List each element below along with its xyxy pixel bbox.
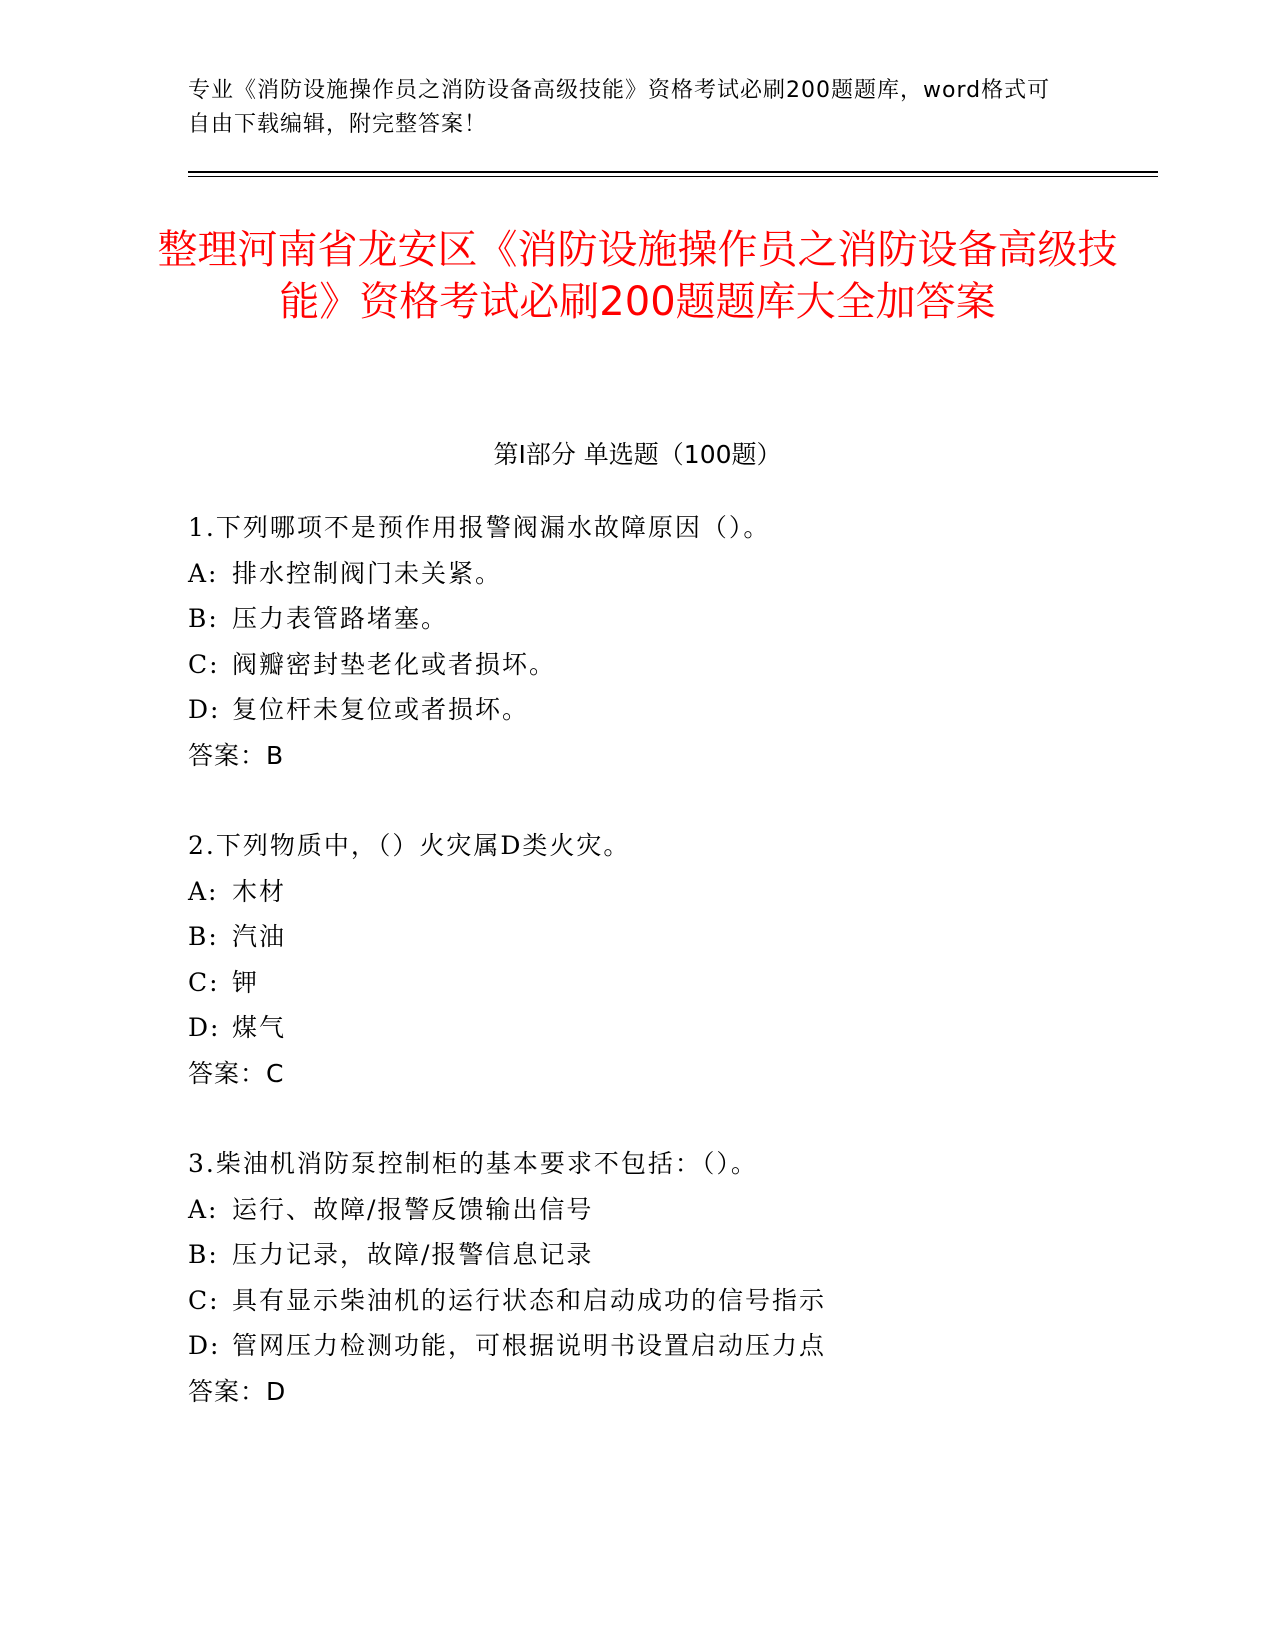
option-d (188, 1005, 1188, 1051)
option-letter: C: (188, 649, 220, 679)
option-letter: A: (188, 876, 219, 906)
question-3 (188, 1141, 1188, 1414)
document-title: 整理河南省龙安区《消防设施操作员之消防设备高级技能》资格考试必刷200题题库大全加答案 (157, 227, 1118, 325)
question-stem: 3.柴油机消防泵控制柜的基本要求不包括：（）。 (188, 1149, 758, 1178)
option-text: 复位杆未复位或者损坏。 (232, 695, 530, 724)
option-c (188, 960, 1188, 1006)
header-note: 专业《消防设施操作员之消防设备高级技能》资格考试必刷200题题库，word格式可自由下载编辑，附完整答案！ (188, 78, 1051, 137)
answer: 答案：C (188, 1058, 285, 1088)
option-letter: D: (188, 1331, 221, 1360)
option-c (188, 1278, 1188, 1324)
answer: 答案：B (188, 740, 285, 770)
option-text: 汽油 (232, 922, 287, 951)
option-a (188, 1187, 1188, 1233)
question-1 (188, 505, 1188, 778)
option-b (188, 914, 1188, 960)
option-text: 压力表管路堵塞。 (232, 604, 449, 633)
section-heading: 第Ⅰ部分 单选题（100题） (493, 440, 782, 469)
question-stem: 2.下列物质中，（）火灾属D类火灾。 (188, 831, 631, 860)
option-letter: A: (188, 1194, 219, 1224)
question-2 (188, 823, 1188, 1096)
option-text: 排水控制阀门未关紧。 (232, 558, 503, 588)
option-text: 木材 (232, 876, 287, 906)
option-b (188, 1232, 1188, 1278)
answer: 答案：D (188, 1376, 287, 1406)
option-letter: C: (188, 967, 220, 997)
option-text: 煤气 (232, 1013, 287, 1042)
option-a (188, 869, 1188, 915)
option-letter: B: (188, 604, 219, 633)
option-letter: A: (188, 558, 219, 588)
option-letter: D: (188, 695, 221, 724)
option-text: 运行、故障/报警反馈输出信号 (232, 1194, 594, 1224)
option-letter: C: (188, 1285, 220, 1315)
option-text: 阀瓣密封垫老化或者损坏。 (232, 649, 557, 679)
option-text: 压力记录，故障/报警信息记录 (232, 1240, 594, 1269)
option-text: 具有显示柴油机的运行状态和启动成功的信号指示 (232, 1285, 827, 1315)
header-divider-top (188, 171, 1158, 173)
option-letter: B: (188, 922, 219, 951)
header-divider-bottom (188, 176, 1158, 177)
option-text: 钾 (232, 967, 260, 997)
option-text: 管网压力检测功能，可根据说明书设置启动压力点 (232, 1331, 827, 1360)
option-d (188, 687, 1188, 733)
question-stem: 1.下列哪项不是预作用报警阀漏水故障原因（）。 (188, 513, 771, 542)
option-letter: B: (188, 1240, 219, 1269)
option-a (188, 551, 1188, 597)
option-b (188, 596, 1188, 642)
option-letter: D: (188, 1013, 221, 1042)
option-d (188, 1323, 1188, 1369)
option-c (188, 642, 1188, 688)
